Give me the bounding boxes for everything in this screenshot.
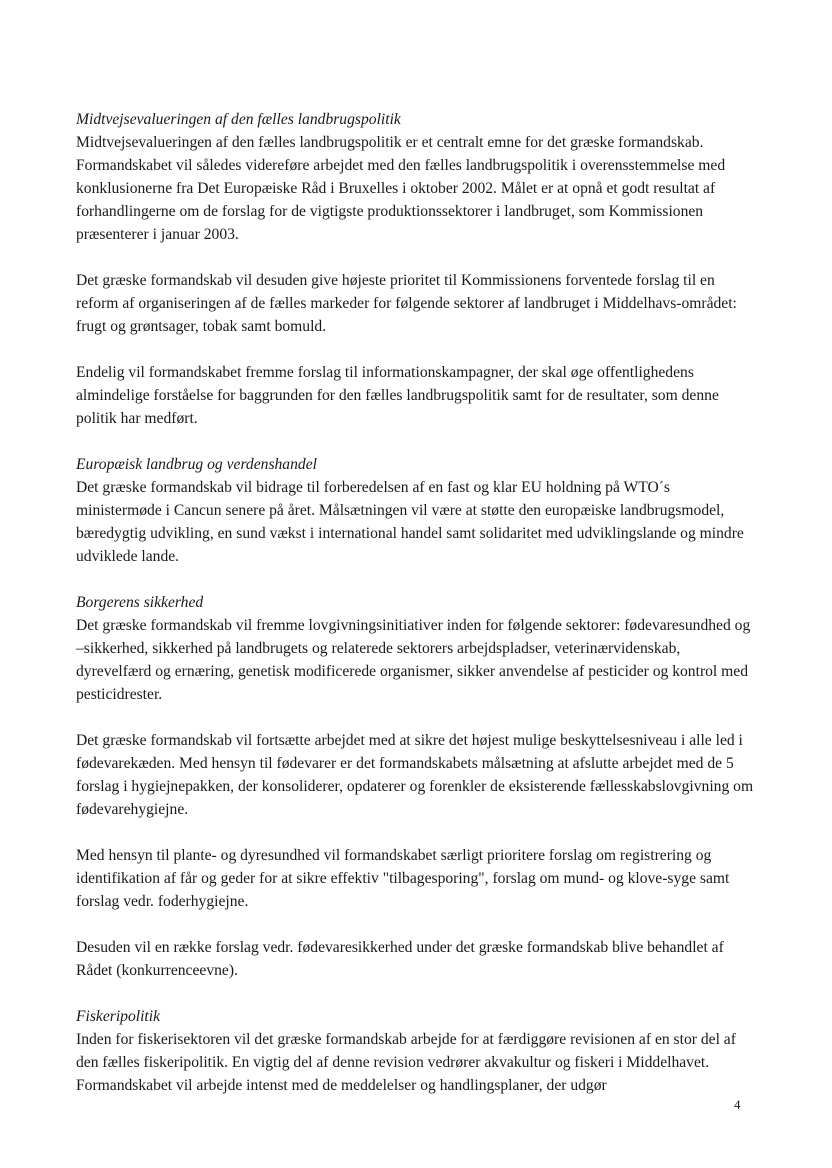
paragraph: Med hensyn til plante- og dyresundhed vil formandskabet særligt prioritere forslag om registrering og identifikation af får og geder for at sikre effektiv "tilbagesporing", forslag om mund- og klove-syge samt forslag vedr. foderhygiejne. [76, 847, 730, 910]
section-fiskeripolitik [76, 1005, 756, 1097]
paragraph: Midtvejsevalueringen af den fælles landbrugspolitik er et centralt emne for det græske formandskab. Formandskabet vil således videreføre arbejdet med den fælles landbrugspolitik i overensstemmelse med konklusionerne fra Det Europæiske Råd i Bruxelles i oktober 2002. Målet er at opnå et godt resultat af forhandlingerne om de forslag for de vigtigste produktionssektorer i landbruget, som Kommissionen præsenterer i januar 2003. [76, 134, 726, 243]
section-heading: Europæisk landbrug og verdenshandel [76, 456, 317, 473]
section-heading: Fiskeripolitik [76, 1008, 161, 1025]
paragraph: Det græske formandskab vil bidrage til forberedelsen af en fast og klar EU holdning på WTO´s ministermøde i Cancun senere på året. Målsætningen vil være at støtte den europæiske landbrugsmodel, bæredygtig udvikling, en sund vækst i international handel samt solidaritet med udviklingslande og mindre udviklede lande. [76, 479, 744, 565]
section-heading: Borgerens sikkerhed [76, 594, 204, 611]
paragraph: Endelig vil formandskabet fremme forslag til informationskampagner, der skal øge offentlighedens almindelige forståelse for baggrunden for den fælles landbrugspolitik samt for de resultater, som denne politik har medført. [76, 364, 719, 427]
document-body [76, 108, 756, 1120]
paragraph: Det græske formandskab vil fremme lovgivningsinitiativer inden for følgende sektorer: fødevaresundhed og –sikkerhed, sikkerhed på landbrugets og relaterede sektorers arbejdspladser, veterinærvidenskab, dyrevelfærd og ernæring, genetisk modificerede organismer, sikker anvendelse af pesticider og kontrol med pesticidrester. [76, 617, 751, 703]
section-europaeisk-landbrug [76, 453, 756, 568]
section-midtvejsevaluering [76, 108, 756, 430]
section-borgerens-sikkerhed [76, 591, 756, 982]
paragraph: Inden for fiskerisektoren vil det græske formandskab arbejde for at færdiggøre revisionen af en stor del af den fælles fiskeripolitik. En vigtig del af denne revision vedrører akvakultur og fiskeri i Middelhavet. Formandskabet vil arbejde intenst med de meddelelser og handlingsplaner, der udgør [76, 1031, 736, 1094]
section-heading: Midtvejsevalueringen af den fælles landbrugspolitik [76, 111, 401, 128]
paragraph: Det græske formandskab vil desuden give højeste prioritet til Kommissionens forventede forslag til en reform af organiseringen af de fælles markeder for følgende sektorer af landbruget i Middelhavs-området: frugt og grøntsager, tobak samt bomuld. [76, 272, 737, 335]
page-number: 4 [734, 1097, 741, 1112]
paragraph: Desuden vil en række forslag vedr. fødevaresikkerhed under det græske formandskab blive behandlet af Rådet (konkurrenceevne). [76, 939, 724, 979]
paragraph: Det græske formandskab vil fortsætte arbejdet med at sikre det højest mulige beskyttelsesniveau i alle led i fødevarekæden. Med hensyn til fødevarer er det formandskabets målsætning at afslutte arbejdet med de 5 forslag i hygiejnepakken, der konsoliderer, opdaterer og forenkler de eksisterende fællesskabslovgivning om fødevarehygiejne. [76, 732, 754, 818]
